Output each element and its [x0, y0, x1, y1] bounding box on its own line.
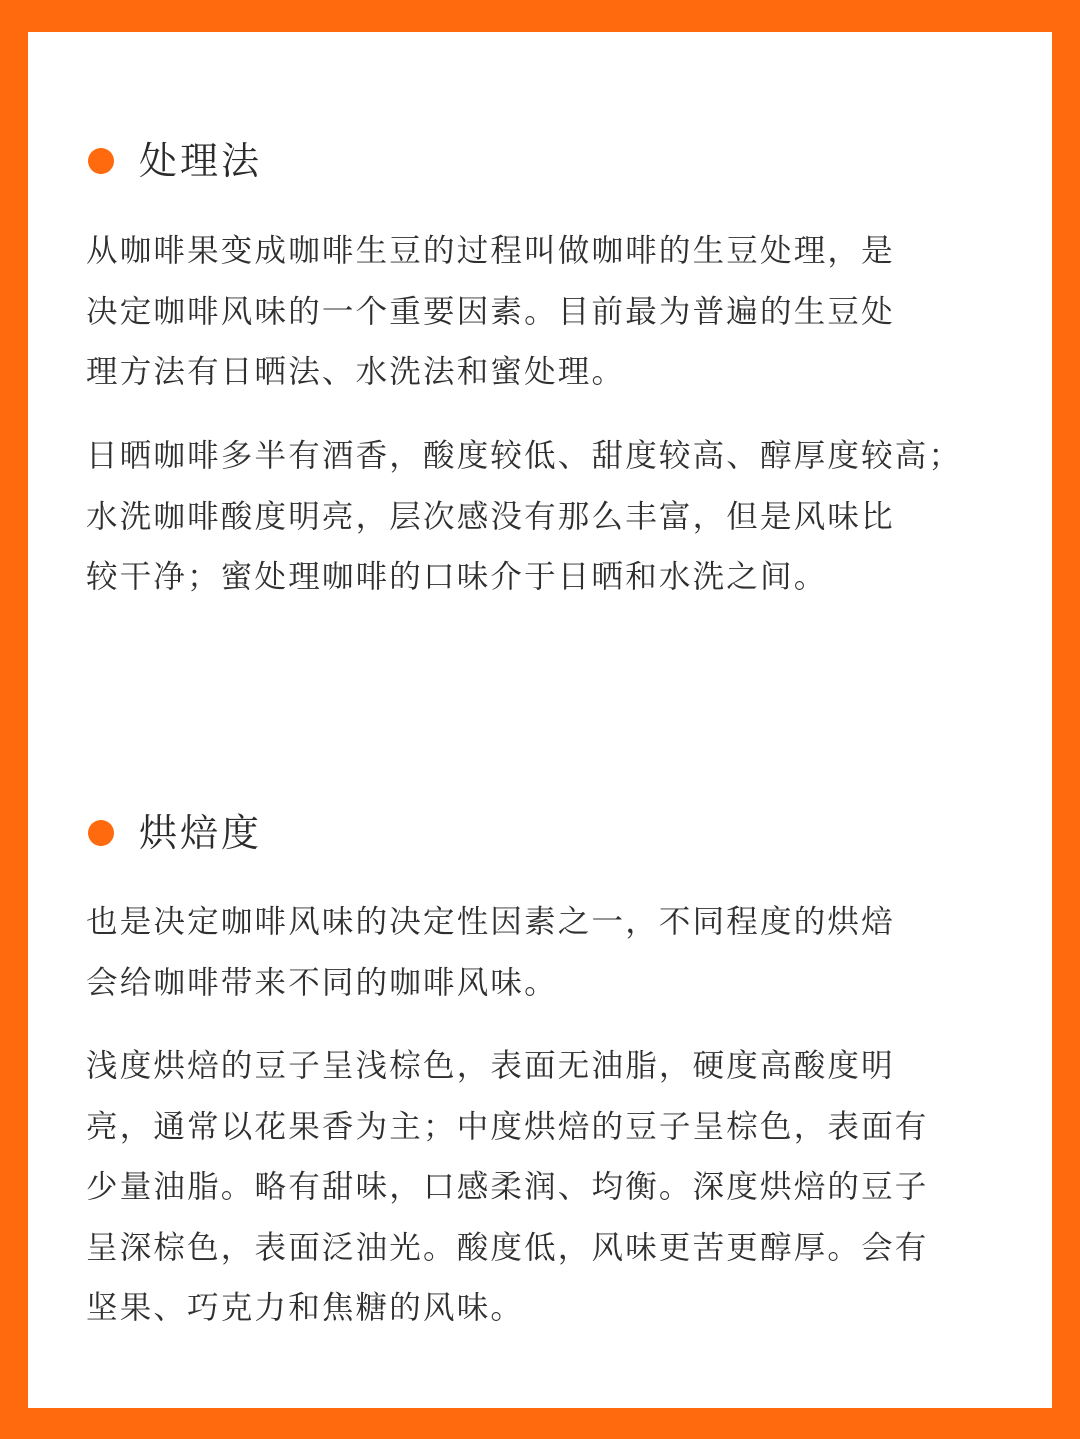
section-paragraph: [86, 892, 996, 1013]
text-line: 坚果、巧克力和焦糖的风味。: [86, 1290, 525, 1326]
section-title: 处理法: [139, 139, 263, 183]
text-line: 呈深棕色，表面泛油光。酸度低，风味更苦更醇厚。会有: [86, 1229, 929, 1266]
section-paragraph: [86, 426, 996, 608]
bullet-dot-icon: [88, 820, 114, 846]
text-line: 水洗咖啡酸度明亮，层次感没有那么丰富，但是风味比: [86, 498, 895, 535]
text-line: 亮，通常以花果香为主；中度烘焙的豆子呈棕色，表面有: [86, 1108, 929, 1145]
text-line: 决定咖啡风味的一个重要因素。目前最为普遍的生豆处: [86, 293, 895, 330]
text-line: 也是决定咖啡风味的决定性因素之一，不同程度的烘焙: [86, 904, 895, 940]
content-card: [28, 32, 1052, 1408]
section-paragraph: [86, 1036, 996, 1339]
text-line: 理方法有日晒法、水洗法和蜜处理。: [86, 354, 626, 390]
section-heading-roast: [88, 808, 262, 858]
section-paragraph: [86, 221, 996, 403]
text-line: 会给咖啡带来不同的咖啡风味。: [86, 964, 558, 1001]
text-line: 浅度烘焙的豆子呈浅棕色，表面无油脂，硬度高酸度明: [86, 1048, 895, 1084]
bullet-dot-icon: [88, 148, 114, 174]
section-heading-processing: [88, 136, 262, 186]
text-line: 较干净；蜜处理咖啡的口味介于日晒和水洗之间。: [86, 559, 828, 595]
text-line: 日晒咖啡多半有酒香，酸度较低、甜度较高、醇厚度较高；: [86, 438, 963, 474]
text-line: 从咖啡果变成咖啡生豆的过程叫做咖啡的生豆处理，是: [86, 233, 895, 269]
section-title: 烘焙度: [139, 811, 263, 855]
text-line: 少量油脂。略有甜味，口感柔润、均衡。深度烘焙的豆子: [86, 1169, 929, 1205]
